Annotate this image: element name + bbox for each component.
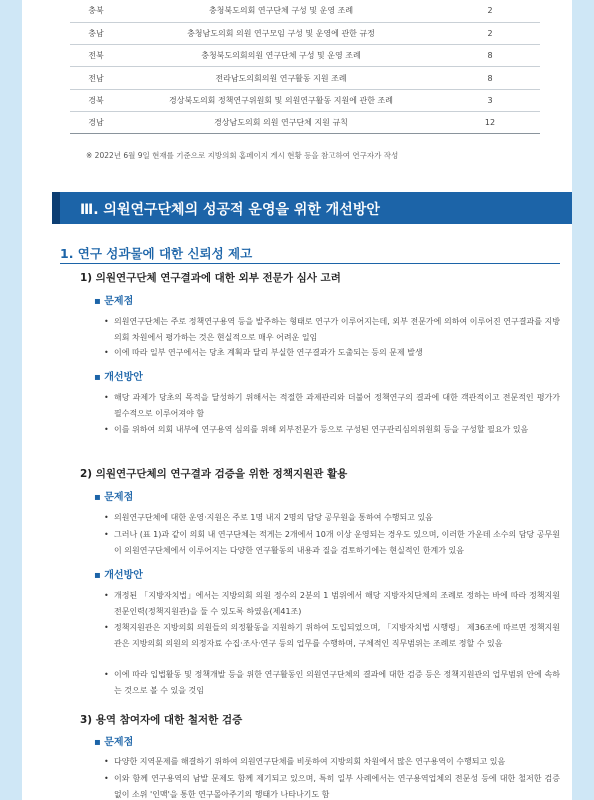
chapter-bar-accent [52,192,60,224]
bullet-icon: • [104,425,109,434]
region-cell: 전북 [70,45,122,67]
bullet-icon: • [104,530,109,539]
chapter-title: Ⅲ. 의원연구단체의 성공적 운영을 위한 개선방안 [80,202,380,218]
region-cell: 충남 [70,22,122,44]
list-item: • 이를 위하여 의회 내부에 연구용역 심의를 위해 외부전문가 등으로 구성된 연구관리심의위원회 등을 구성할 필요가 있음 [104,422,560,438]
region-cell: 경남 [70,111,122,133]
bullet-icon: • [104,513,109,522]
table-source-note: ※ 2022년 6월 9일 현재를 기준으로 지방의회 홈페이지 게시 현황 등을 참고하여 연구자가 작성 [86,151,399,160]
list-item: • 이와 함께 연구용역의 남발 문제도 함께 제기되고 있으며, 특히 일부 사례에서는 연구용역업체의 전문성 등에 대한 철저한 검증 없이 소위 '인맥'을 통한 연구몰아주기의 행태가 나타나기도 함 [104,771,560,800]
bullet-icon: • [104,670,109,679]
chapter-heading-bar [52,192,572,224]
subsection-title: 2) 의원연구단체의 연구결과 검증을 위한 정책지원관 활용 [80,468,348,480]
bullet-icon: • [104,591,109,600]
list-item: • 의원연구단체에 대한 운영·지원은 주로 1명 내지 2명의 담당 공무원을 통하여 수행되고 있음 [104,510,560,526]
count-cell: 3 [440,89,540,111]
list-item: • 다양한 지역문제를 해결하기 위하여 의원연구단체를 비롯하여 지방의회 차원에서 많은 연구용역이 수행되고 있음 [104,754,560,770]
regulation-name-cell: 충청남도의회 의원 연구모임 구성 및 운영에 관한 규정 [122,22,440,44]
bullet-icon: • [104,774,109,783]
table-row [70,67,540,89]
list-item: • 해당 과제가 당초의 목적을 달성하기 위해서는 적절한 과제관리와 더불어 정책연구의 결과에 대한 객관적이고 전문적인 평가가 필수적으로 이루어져야 함 [104,390,560,421]
list-item: • 의원연구단체는 주로 정책연구용역 등을 발주하는 형태로 연구가 이루어지는데, 외부 전문가에 의하여 이루어진 연구결과를 지방의회 차원에서 평가하는 것은 현실적으로 매우 어려운 일임 [104,314,560,345]
regulation-name-cell: 충청북도의회의원 연구단체 구성 및 운영 조례 [122,45,440,67]
subsection-title: 1) 의원연구단체 연구결과에 대한 외부 전문가 심사 고려 [80,272,341,284]
region-cell: 경북 [70,89,122,111]
bullet-icon: • [104,393,109,402]
regulation-table [70,0,540,134]
list-item: • 이에 따라 일부 연구에서는 당초 계획과 달리 부실한 연구결과가 도출되는 등의 문제 발생 [104,345,560,361]
problem-label: ▪ 문제점 [94,296,134,307]
bullet-icon: • [104,317,109,326]
section-title: 1. 연구 성과물에 대한 신뢰성 제고 [60,246,253,261]
table-row [70,22,540,44]
count-cell: 8 [440,45,540,67]
list-item: • 이에 따라 입법활동 및 정책개발 등을 위한 연구활동인 의원연구단체의 결과에 대한 검증 등은 정책지원관의 업무범위 안에 속하는 것으로 볼 수 있을 것임 [104,667,560,698]
regulation-name-cell: 경상남도의회 의원 연구단체 지원 규칙 [122,111,440,133]
problem-label: ▪ 문제점 [94,492,134,503]
list-item: • 정책지원관은 지방의회 의원들의 의정활동을 지원하기 위하여 도입되었으며, 「지방자치법 시행령」 제36조에 따르면 정책지원관은 지방의회 의원의 의정자료 수집·조사·연구 등의 업무를 수행하며, 구체적인 직무범위는 조례로 정할 수 있음 [104,620,560,651]
list-item: • 개정된 「지방자치법」에서는 지방의회 의원 정수의 2분의 1 범위에서 해당 지방자치단체의 조례로 정하는 바에 따라 정책지원 전문인력(정책지원관)을 둘 수 있도록 하였음(제41조) [104,588,560,619]
count-cell: 2 [440,22,540,44]
regulation-name-cell: 충청북도의회 연구단체 구성 및 운영 조례 [122,0,440,22]
table-row [70,89,540,111]
regulation-name-cell: 전라남도의회의원 연구활동 지원 조례 [122,67,440,89]
regulation-name-cell: 경상북도의회 정책연구위원회 및 의원연구활동 지원에 관한 조례 [122,89,440,111]
bullet-icon: • [104,757,109,766]
count-cell: 2 [440,0,540,22]
right-margin-band [572,0,594,800]
section-divider [60,263,560,264]
left-margin-band [0,0,22,800]
improvement-label: ▪ 개선방안 [94,570,143,581]
table-row [70,0,540,22]
list-item: • 그러나 (표 1)과 같이 의회 내 연구단체는 적게는 2개에서 10개 이상 운영되는 경우도 있으며, 이러한 가운데 소수의 담당 공무원이 의원연구단체에서 이루어지는 다양한 연구활동의 내용과 질을 검토하기에는 현실적인 한계가 있음 [104,527,560,558]
bullet-icon: • [104,348,109,357]
region-cell: 전남 [70,67,122,89]
table-row [70,111,540,133]
improvement-label: ▪ 개선방안 [94,372,143,383]
problem-label: ▪ 문제점 [94,737,134,748]
subsection-title: 3) 용역 참여자에 대한 철저한 검증 [80,714,243,726]
bullet-icon: • [104,623,109,632]
count-cell: 8 [440,67,540,89]
table-row [70,45,540,67]
region-cell: 충북 [70,0,122,22]
count-cell: 12 [440,111,540,133]
document-page [22,0,572,800]
